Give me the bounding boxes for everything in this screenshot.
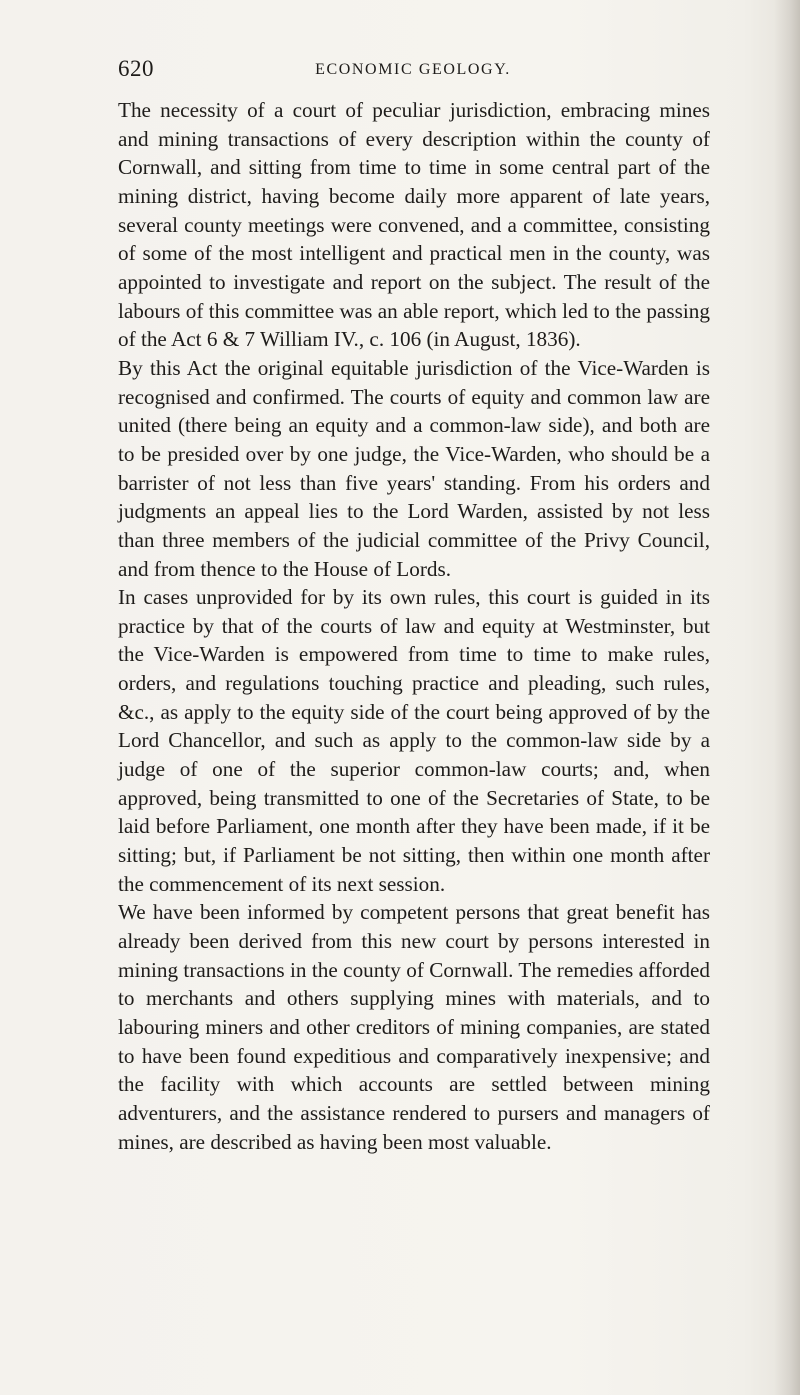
paragraph-court-practice: In cases unprovided for by its own rules, this court is guided in its practice by that of the courts of law and equity at Westminster, but the Vice-Warden is empowered from time to time to make rules, orders, and regulations touching practice and pleading, such rules, &c., as apply to the equity side of the court being approved of by the Lord Chancellor, and such as apply to the common-law side by a judge of one of the superior common-law courts; and, when approved, being transmitted to one of the Secretaries of State, to be laid before Parliament, one month after they have been made, if it be sitting; but, if Parliament be not sitting, then within one month after the commencement of its next session.: [118, 585, 710, 896]
page-number: 620: [118, 56, 154, 81]
running-head: [118, 56, 708, 86]
paragraph-court-benefit: We have been informed by competent persons that great benefit has already been derived from this new court by persons interested in mining transactions in the county of Cornwall. The remedies afforded to merchants and others supplying mines with materials, and to labouring miners and other creditors of mining companies, are stated to have been found expeditious and comparatively inexpensive; and the facility with which accounts are settled between mining adventurers, and the assistance rendered to pursers and managers of mines, are described as having been most valuable.: [118, 900, 710, 1154]
running-title: ECONOMIC GEOLOGY.: [315, 61, 511, 78]
paragraph-act-jurisdiction: By this Act the original equitable jurisdiction of the Vice-Warden is recognised and confirmed. The courts of equity and common law are united (there being an equity and a common-law side), and both are to be presided over by one judge, the Vice-Warden, who should be a barrister of not less than five years' standing. From his orders and judgments an appeal lies to the Lord Warden, assisted by not less than three members of the judicial committee of the Privy Council, and from thence to the House of Lords.: [118, 355, 710, 581]
paragraph-court-necessity: The necessity of a court of peculiar jurisdiction, embracing mines and mining transactions of every description within the county of Cornwall, and sitting from time to time in some central part of the mining district, having become daily more apparent of late years, several county meetings were convened, and a committee, consisting of some of the most intelligent and practical men in the county, was appointed to investigate and report on the subject. The result of the labours of this committee was an able report, which led to the passing of the Act 6 & 7 William IV., c. 106 (in August, 1836).: [118, 98, 710, 352]
body-text: [118, 96, 710, 1156]
page-edge-shadow: [774, 0, 800, 1395]
